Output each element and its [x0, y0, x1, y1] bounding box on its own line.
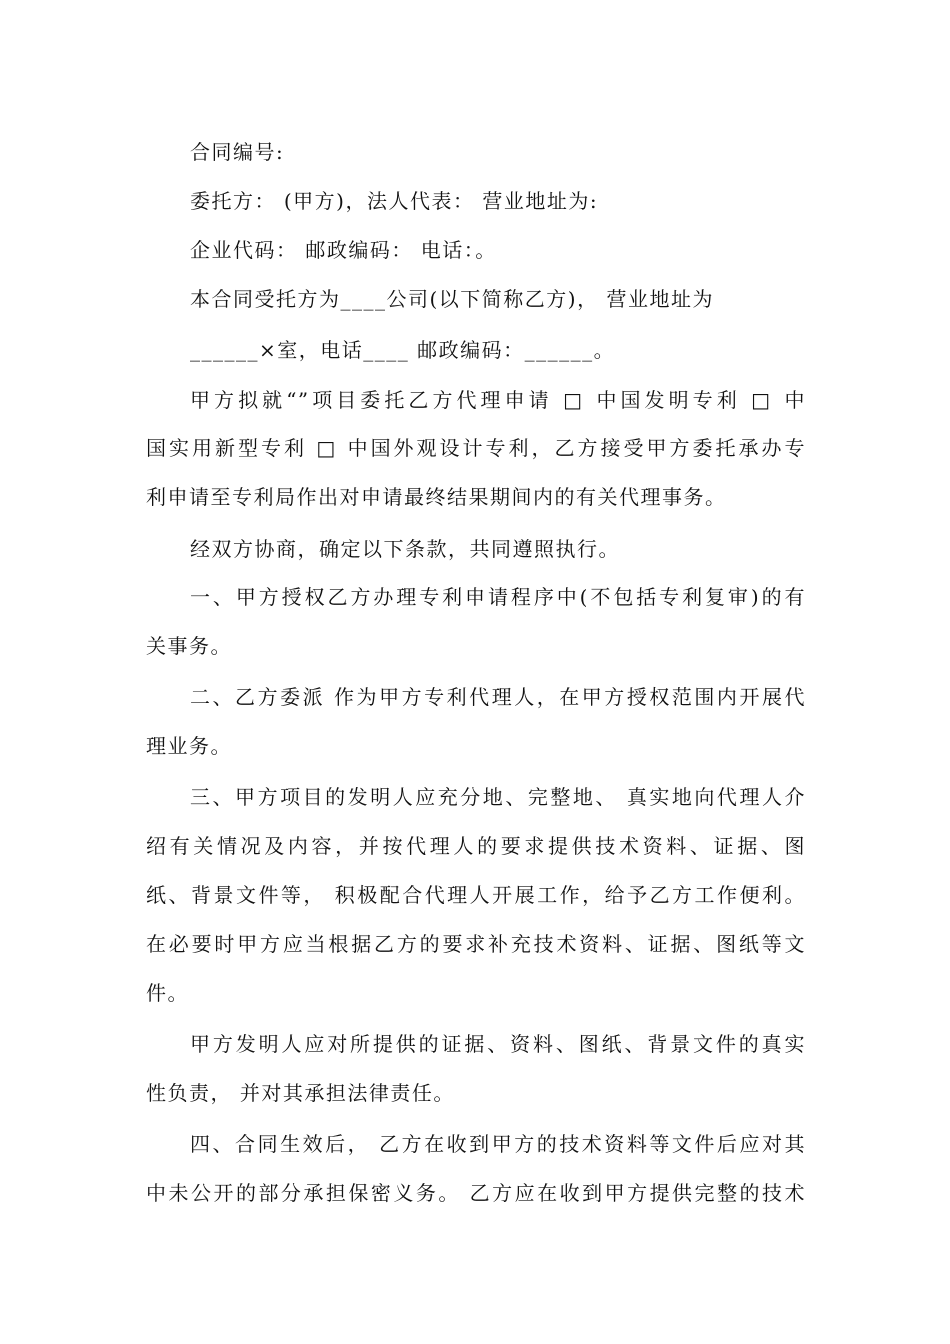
paragraph-line: 国实用新型专利 □ 中国外观设计专利，乙方接受甲方委托承办专 [146, 436, 806, 460]
paragraph-line: 甲方拟就“”项目委托乙方代理申请 □ 中国发明专利 □ 中 [190, 388, 806, 412]
clause-1-line: 一、甲方授权乙方办理专利申请程序中(不包括专利复审)的有 [190, 585, 806, 609]
agent-line: 本合同受托方为____公司(以下简称乙方)， 营业地址为 [190, 287, 714, 311]
clause-2-line: 二、乙方委派 作为甲方专利代理人，在甲方授权范围内开展代 [190, 685, 806, 709]
clause-3-line: 三、甲方项目的发明人应充分地、完整地、 真实地向代理人介 [190, 785, 806, 809]
paragraph-line: 经双方协商，确定以下条款，共同遵照执行。 [190, 537, 620, 561]
enterprise-code-line: 企业代码： 邮政编码： 电话：。 [190, 238, 497, 262]
clause-1-line: 关事务。 [146, 634, 232, 658]
clause-3-line: 在必要时甲方应当根据乙方的要求补充技术资料、证据、图纸等文 [146, 932, 806, 956]
inventor-responsibility-line: 甲方发明人应对所提供的证据、资料、图纸、背景文件的真实 [190, 1032, 806, 1056]
clause-4-line: 四、合同生效后， 乙方在收到甲方的技术资料等文件后应对其 [190, 1132, 806, 1156]
clause-4-line: 中未公开的部分承担保密义务。 乙方应在收到甲方提供完整的技术 [146, 1181, 806, 1205]
agent-address-line: ______×室，电话____ 邮政编码：______。 [190, 338, 616, 362]
contract-number-line: 合同编号: [190, 140, 285, 164]
clause-3-line: 件。 [146, 981, 189, 1005]
clause-2-line: 理业务。 [146, 734, 232, 758]
clause-3-line: 纸、背景文件等， 积极配合代理人开展工作，给予乙方工作便利。 [146, 883, 806, 907]
inventor-responsibility-line: 性负责， 并对其承担法律责任。 [146, 1081, 455, 1105]
clause-3-line: 绍有关情况及内容，并按代理人的要求提供技术资料、证据、图 [146, 834, 806, 858]
paragraph-line: 利申请至专利局作出对申请最终结果期间内的有关代理事务。 [146, 485, 727, 509]
client-line: 委托方： (甲方)，法人代表： 营业地址为: [190, 189, 599, 213]
